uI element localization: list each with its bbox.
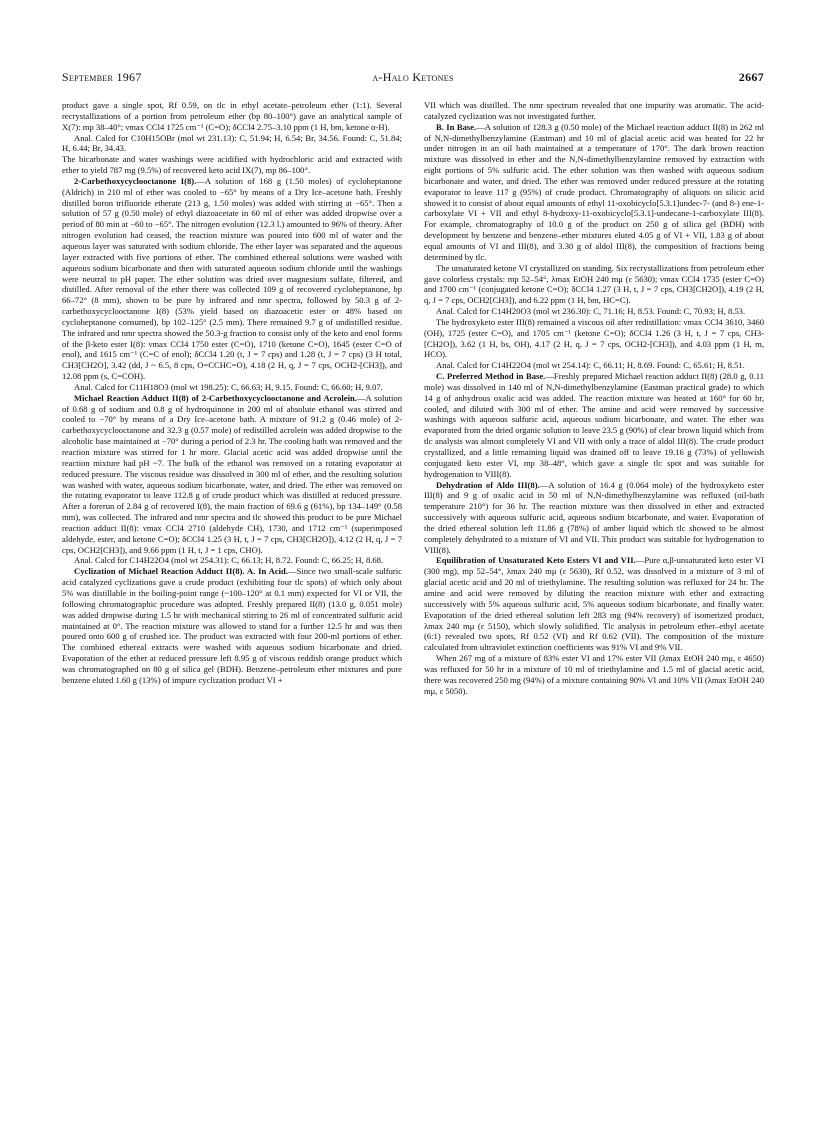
paragraph-text: —A solution of 0.68 g of sodium and 0.8 g of hydroquinone in 200 ml of absolute ethanol was stirred and cooled to −70° by means of a Dry Ice–acetone bath. A mixture of 91.2 g (0.46 mole) of 2-carbethoxycyclooctanone and 32.3 g (0.57 mole) of redistilled acrolein was added dropwise to the alcoholic base maintained at −70° during a period of 2.3 hr. The cooling bath was removed and the reaction mixture was stirred for 1 hr more. Glacial acetic acid was added dropwise until the reaction mixture had pH ~7. The bulk of the ethanol was removed on a rotating evaporator at reduced pressure. The viscous residue was dissolved in 300 ml of ether, and the resulting solution was washed with water, aqueous sodium bicarbonate, water, and dried. The ether was removed on the rotating evaporator to leave 112.8 g of crude product which was distilled at reduced pressure. After a forerun of 2.84 g of recovered I(8), the main fraction of 69.6 g (61%), bp 134–149° (0.58 mm), was collected. The infrared and nmr spectra and tlc showed this product to be pure Michael reaction adduct II(8): νmax CCl4 2710 (aldehyde CH), 1730, and 1712 cm⁻¹ (superimposed aldehyde, ester, and ketone C=O); δCCl4 1.25 (3 H, t, J = 7 cps, CH3[CH2O]), 4.12 (2 H, q, J = 7 cps, OCH2[CH3]), and 9.66 ppm (1 H, t, J = 1 cps, CHO). bbox=[62, 392, 402, 555]
paragraph-text: —Since two small-scale sulfuric acid catalyzed cyclizations gave a crude product (exhibiting four tlc spots) of which only about 5% was distillable in the boiling-point range (~100–120° at 0.1 mm) expected for VI or VII, the following chromatographic procedure was adopted. Freshly prepared II(8) (13.0 g, 0.051 mole) was added dropwise during 1.5 hr with mechanical stirring to 26 ml of concentrated sulfuric acid maintained at 0°. The reaction mixture was allowed to stand for a further 12.5 hr and was then poured onto 600 g of crushed ice. The product was extracted with four 200-ml portions of ether. The combined ethereal extracts were washed with aqueous sodium bicarbonate and dried. Evaporation of the ether at reduced pressure left 8.95 g of viscous reddish orange product which was chromatographed on 80 g of silica gel (BDH). Benzene–petroleum ether mixtures and pure benzene eluted 1.60 g (13%) of impure cyclization product VI + bbox=[62, 566, 402, 685]
paragraph bbox=[62, 555, 402, 566]
paragraph bbox=[424, 360, 764, 371]
paragraph bbox=[62, 133, 402, 155]
paragraph bbox=[424, 306, 764, 317]
section-heading: C. Preferred Method in Base. bbox=[436, 371, 546, 382]
paragraph-text: —Pure α,β-unsaturated keto ester VI (300 mg), mp 52–54°, λmax 240 mμ (ε 5630), Rf 0.52, was dissolved in a mixture of 3 ml of glacial acetic acid and 20 ml of triethylamine. The resulting solution was refluxed for 24 hr. The amine and acid were removed by diluting the reaction mixture with ether and extracting successively with 5% aqueous sulfuric acid, 5% aqueous sodium bicarbonate, and finally water. Evaporation of the dried ethereal solution left 283 mg (94% recovery) of isomerized product, λmax 240 mμ (ε 5150), which slowly solidified. Tlc analysis in petroleum ether–ethyl acetate (6:1) revealed two spots, Rf 0.52 (VI) and Rf 0.62 (VII). The composition of the mixture calculated from ultraviolet extinction coefficients was 91% VI and 9% VII. bbox=[424, 555, 764, 653]
section-heading: Dehydration of Aldo III(8). bbox=[436, 479, 540, 490]
header-date: September 1967 bbox=[62, 70, 142, 84]
paragraph bbox=[424, 555, 764, 653]
right-column bbox=[424, 100, 764, 696]
section-heading: Cyclization of Michael Reaction Adduct II(8). A. In Acid. bbox=[74, 566, 288, 577]
paragraph-text: Anal. Calcd for C10H15OBr (mol wt 231.13): C, 51.94; H, 6.54; Br, 34.56. Found: C, 51.84; H, 6.44; Br, 34.43. bbox=[62, 132, 402, 154]
paragraph bbox=[424, 317, 764, 360]
paragraph bbox=[424, 480, 764, 556]
section-heading: Michael Reaction Adduct II(8) of 2-Carbethoxycyclooctanone and Acrolein. bbox=[74, 392, 357, 403]
paragraph-text: —A solution of 16.4 g (0.064 mole) of the hydroxyketo ester III(8) and 9 g of oxalic acid in 50 ml of N,N-dimethylbenzylamine was refluxed (oil-bath temperature 210°) for 36 hr. The reaction mixture was then dissolved in ether and extracted successively with aqueous sulfuric acid, aqueous sodium bicarbonate, and water. Evaporation of the dried ethereal solution left 11.86 g (78%) of amber liquid which tlc showed to be almost completely dehydrated to a mixture of VI and VII. This product was suitable for hydrogenation to VIII(8). bbox=[424, 479, 764, 555]
journal-page bbox=[62, 52, 764, 1132]
paragraph bbox=[424, 100, 764, 122]
paragraph-text: Anal. Calcd for C14H22O4 (mol wt 254.14): C, 66.11; H, 8.69. Found: C, 65.61; H, 8.51. bbox=[436, 360, 745, 371]
paragraph-text: Anal. Calcd for C14H20O3 (mol wt 236.30): C, 71.16; H, 8.53. Found: C, 70.93; H, 8.53. bbox=[436, 306, 746, 317]
section-heading: Equilibration of Unsaturated Keto Esters VI and VII. bbox=[436, 555, 636, 566]
section-heading: B. In Base. bbox=[436, 121, 477, 132]
paragraph-text: The hydroxyketo ester III(8) remained a viscous oil after redistillation: νmax CCl4 3610, 3460 (OH), 1725 (ester C=O), and 1705 cm⁻¹ (ketone C=O); δCCl4 1.26 (3 H, t, J = 7 cps, CH3-[CH2O]), 3.62 (1 H, bs, OH), 4.17 (2 H, q, J = 7 cps, OCH2-[CH3]), and 4.03 ppm (1 H, m, HCO). bbox=[424, 316, 764, 360]
paragraph-text: The bicarbonate and water washings were acidified with hydrochloric acid and extracted with ether to yield 787 mg (9.5%) of recovered keto acid IX(7), mp 86–100°. bbox=[62, 154, 402, 176]
paragraph-text: The unsaturated ketone VI crystallized on standing. Six recrystallizations from petroleum ether gave colorless crystals: mp 52–54°, λmax EtOH 240 mμ (ε 5630); νmax CCl4 1735 (ester C=O) and 1700 cm⁻¹ (conjugated ketone C=O); δCCl4 1.27 (3 H, t, J = 7 cps, CH3[CH2O]), 4.19 (2 H, q, J = 7 cps, OCH2[CH3]), and 6.22 ppm (1 H, bm, HC=C). bbox=[424, 262, 764, 306]
paragraph bbox=[424, 371, 764, 479]
paragraph bbox=[62, 566, 402, 685]
paragraph-text: —A solution of 168 g (1.50 moles) of cycloheptanone (Aldrich) in 210 ml of ether was cooled to −65° by means of a Dry Ice–acetone bath. Freshly distilled boron trifluoride etherate (213 g, 1.50 moles) was added with stirring at −65°. Then a solution of 57 g (0.50 mole) of ethyl diazoacetate in 60 ml of ether was added dropwise over a period of 80 min at −60 to −65°. The nitrogen evolution (12.3 l.) amounted to 96% of theory. After nitrogen evolution had ceased, the reaction mixture was poured into 600 ml of water and the aqueous layer was saturated with sodium chloride. The ether layer was separated and the aqueous layer extracted with five portions of ether. The combined ethereal solutions were washed with aqueous sodium bicarbonate and then with saturated aqueous sodium chloride until the washings were neutral to pH paper. The ether solution was dried over magnesium sulfate, filtered, and distilled. After removal of the ether there was collected 109 g of recovered cycloheptanone, bp 66–72° (8 mm), shown to be pure by infrared and nmr spectra, followed by 50.3 g of 2-carbethoxycyclooctanone I(8) (53% yield based on diazoacetic ester or 48% based on cycloheptanone consumed), bp 102–125° (2.5 mm). There remained 9.7 g of undistilled residue. The infrared and nmr spectra showed the 50.3-g fraction to consist only of the keto and enol forms of the β-keto ester I(8): νmax CCl4 1750 ester (C=O), 1710 (ketone C=O), 1645 (ester C=O of enol), and 1615 cm⁻¹ (C=C of enol); δCCl4 1.20 (t, J = 7 cps) and 1.28 (t, J = 7 cps) (3 H total, CH3[CH2O], 3.42 (dd, J ~ 6.5, 8 cps, O=CCHC=O), 4.18 (2 H, q, J = 7 cps, OCH2-[CH3]), and 12.08 ppm (s, C=COH). bbox=[62, 175, 402, 382]
paragraph-text: When 267 mg of a mixture of 83% ester VI and 17% ester VII (λmax EtOH 240 mμ, ε 4650) was refluxed for 50 hr in a mixture of 10 ml of triethylamine and 1.5 ml of glacial acetic acid, there was recovered 250 mg (94%) of a mixture containing 90% VI and 10% VII (λmax EtOH 240 mμ, ε 5050). bbox=[424, 653, 764, 696]
paragraph bbox=[62, 393, 402, 556]
header-title: α-Halo Ketones bbox=[372, 70, 454, 84]
paragraph-text: —A solution of 128.3 g (0.50 mole) of the Michael reaction adduct II(8) in 262 ml of N,N-dimethylbenzylamine (Eastman) and 10 ml of glacial acetic acid was heated for 22 hr under nitrogen in an oil bath maintained at a temperature of 170°. The dark brown reaction mixture was dissolved in ether and the N,N-dimethylbenzylamine removed by extraction with eight portions of 5% sulfuric acid. The ether solution was then washed with aqueous sodium bicarbonate and water, and dried. The ether was removed under reduced pressure at the rotating evaporator to leave 117 g (95%) of crude product. Chromatography of aliquots on silicic acid showed it to consist of about equal amounts of ethyl 11-oxobicyclo[5.3.1]undec-7- (and 8-) ene-1-carboxylate VI + VII and ethyl 8-hydroxy-11-oxobicyclo[5.3.1]-undecane-1-carboxylate III(8). For example, chromatography of 10.0 g of the product on 250 g of silica gel (BDH) with development by benzene and benzene–ether mixtures eluted 4.05 g of VI + VII, 1.83 g of about equal amounts of VI and III(8), and 3.30 g of aldol III(8), the composition of fractions being determined by tlc. bbox=[424, 121, 764, 262]
paragraph-text: —Freshly prepared Michael reaction adduct II(8) (28.0 g, 0.11 mole) was dissolved in 140 ml of N,N-dimethylbenzylamine (Eastman practical grade) to which 14 g of anhydrous oxalic acid was added. The reaction mixture was heated at 160° for 60 hr, cooled, and diluted with 300 ml of ether. The amine and acid were removed by successive washings with aqueous sulfuric acid, aqueous sodium bicarbonate, and water. The ether was evaporated from the dried organic solution to leave 23.5 g (90%) of clear brown liquid which from tlc analysis was almost completely VI and VII with only a trace of aldol III(8). The crude product crystallized, and a little remaining liquid was drained off to leave 19.16 g (73%) of yellowish conjugated keto ester VI, mp 38–48°, which gave a single tlc spot and was suitable for hydrogenation to VIII(8). bbox=[424, 371, 765, 479]
header-page-number: 2667 bbox=[738, 70, 764, 84]
paragraph bbox=[424, 653, 764, 696]
paragraph-text: Anal. Calcd for C14H22O4 (mol wt 254.31): C, 66.13; H, 8.72. Found: C, 66.25; H, 8.68. bbox=[74, 555, 384, 566]
section-heading: 2-Carbethoxycyclooctanone I(8). bbox=[74, 175, 197, 186]
paragraph bbox=[62, 382, 402, 393]
paragraph bbox=[62, 176, 402, 382]
paragraph bbox=[62, 100, 402, 133]
paragraph bbox=[62, 154, 402, 176]
paragraph-text: VII which was distilled. The nmr spectrum revealed that one impurity was aromatic. The acid-catalyzed cyclization was not investigated further. bbox=[424, 100, 764, 121]
paragraph-text: Anal. Calcd for C11H18O3 (mol wt 198.25): C, 66.63; H, 9.15. Found: C, 66.60; H, 9.07. bbox=[74, 381, 383, 392]
paragraph bbox=[424, 122, 764, 263]
paragraph-text: product gave a single spot, Rf 0.59, on tlc in ethyl acetate–petroleum ether (1:1). Several recrystallizations of a portion from petroleum ether (bp 80–100°) gave an analytical sample of X(7): mp 38–40°; νmax CCl4 1725 cm⁻¹ (C=O); δCCl4 2.75–3.10 ppm (1 H, bm, ketone α-H). bbox=[62, 100, 402, 132]
running-header bbox=[62, 70, 764, 86]
left-column bbox=[62, 100, 402, 686]
paragraph bbox=[424, 263, 764, 306]
